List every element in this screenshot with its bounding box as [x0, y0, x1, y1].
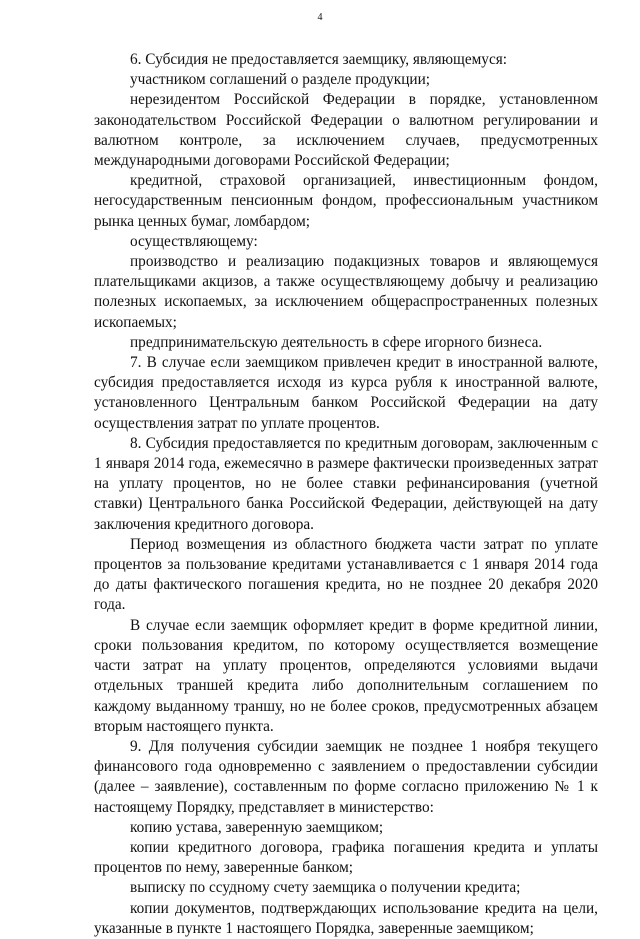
paragraph-credit-line: В случае если заемщик оформляет кредит в форме кредитной линии, сроки пользования кредитом, по которому осуществляется возмещение части затрат на уплату процентов, определяются условиями выдачи отдельных траншей кредита либо дополнительным соглашением по каждому выданному траншу, но не более сроков, предусмотренных абзацем вторым настоящего пункта.	[94, 616, 598, 735]
paragraph-excise-goods: производство и реализацию подакцизных товаров и являющемуся плательщиками акцизов, а также осуществляющему добычу и реализацию полезных ископаемых, за исключением общераспространенных полезных ископаемых;	[94, 253, 598, 331]
paragraph-item-7: 7. В случае если заемщиком привлечен кредит в иностранной валюте, субсидия предоставляется исходя из курса рубля к иностранной валюте, установленного Центральным банком Российской Федерации на дату осуществления затрат по уплате процентов.	[94, 354, 598, 432]
paragraph-usage-documents: копии документов, подтверждающих использование кредита на цели, указанные в пункте 1 настоящего Порядка, заверенные заемщиком;	[94, 899, 598, 937]
paragraph-loan-account-statement: выписку по ссудному счету заемщика о получении кредита;	[130, 879, 521, 897]
paragraph-gambling: предпринимательскую деятельность в сфере игорного бизнеса.	[130, 333, 543, 351]
page-number: 4	[317, 12, 323, 23]
document-body	[94, 50, 598, 939]
paragraph-reimbursement-period: Период возмещения из областного бюджета части затрат по уплате процентов за пользование кредитами устанавливается с 1 января 2014 года до даты фактического погашения кредита, но не позднее 20 декабря 2020 года.	[94, 535, 598, 614]
paragraph-psa-participant: участником соглашений о разделе продукции;	[130, 71, 431, 89]
paragraph-performing: осуществляющему:	[130, 232, 258, 250]
paragraph-charter-copy: копию устава, заверенную заемщиком;	[130, 818, 384, 836]
paragraph-financial-orgs: кредитной, страховой организацией, инвестиционным фондом, негосударственным пенсионным фондом, профессиональным участником рынка ценных бумаг, ломбардом;	[94, 172, 598, 230]
paragraph-item-9: 9. Для получения субсидии заемщик не позднее 1 ноября текущего финансового года одновременно с заявлением о предоставлении субсидии (далее – заявление), составленным по форме согласно приложению № 1 к настоящему Порядку, представляет в министерство:	[94, 737, 598, 816]
paragraph-nonresident: нерезидентом Российской Федерации в порядке, установленном законодательством Российской Федерации о валютном регулировании и валютном контроле, за исключением случаев, предусмотренных международными договорами Российской Федерации;	[94, 91, 598, 170]
paragraph-item-6-header: 6. Субсидия не предоставляется заемщику, являющемуся:	[130, 51, 508, 68]
paragraph-item-8: 8. Субсидия предоставляется по кредитным договорам, заключенным с 1 января 2014 года, ежемесячно в размере фактически произведенных затрат на уплату процентов, но не более ставки рефинансирования (учетной ставки) Центрального банка Российской Федерации, действующей на дату заключения кредитного договора.	[94, 434, 598, 533]
paragraph-loan-agreement-copies: копии кредитного договора, графика погашения кредита и уплаты процентов по нему, заверенные банком;	[94, 838, 598, 877]
